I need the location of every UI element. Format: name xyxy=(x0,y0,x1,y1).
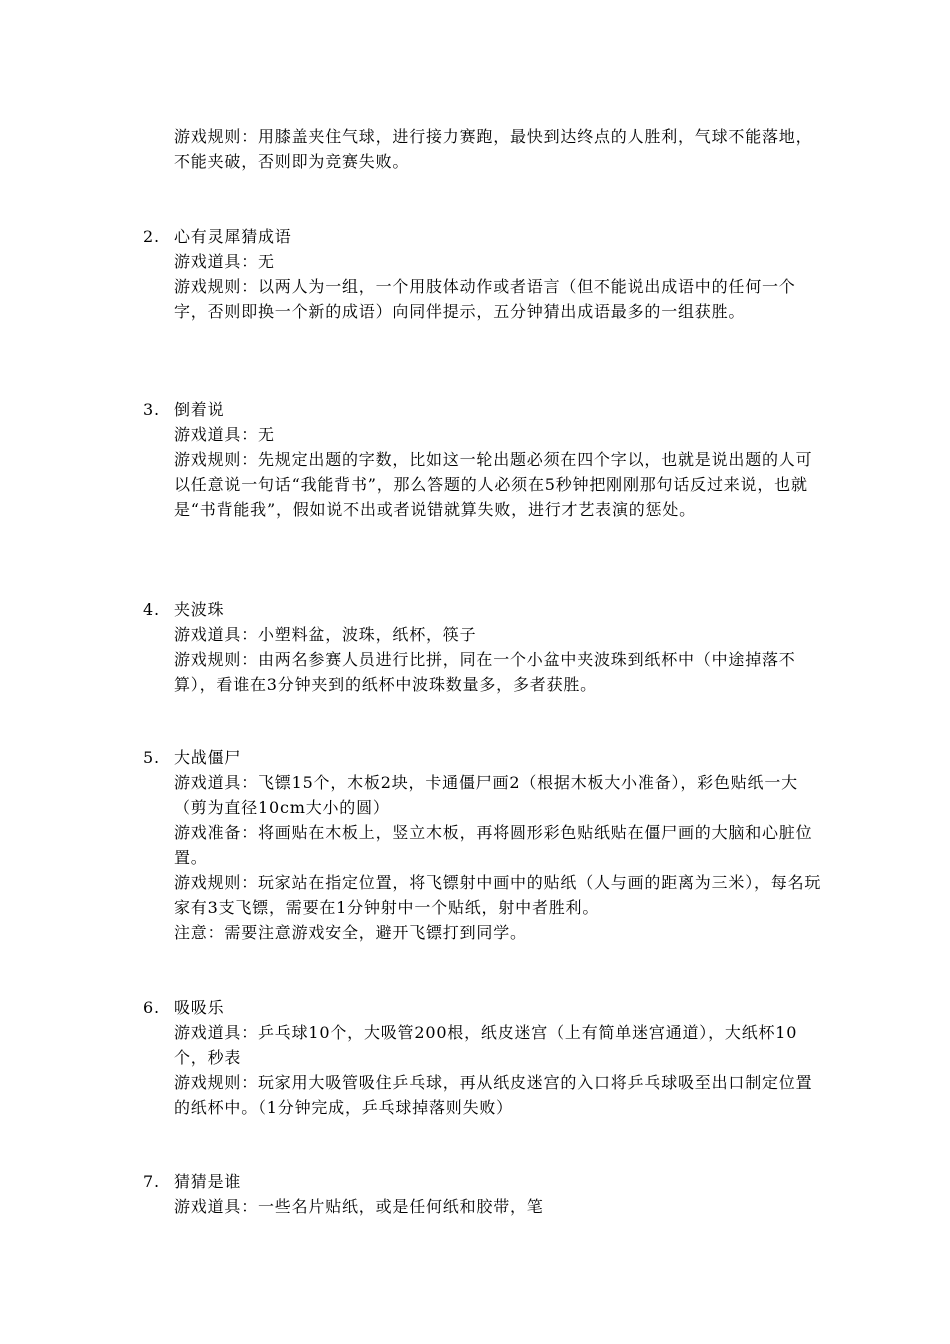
section-line: 游戏道具：一些名片贴纸，或是任何纸和胶带，笔 xyxy=(174,1197,544,1216)
section-number: 3. xyxy=(143,400,160,419)
intro-paragraph: 游戏规则：用膝盖夹住气球，进行接力赛跑，最快到达终点的人胜利，气球不能落地，不能夹破，否则即为竞赛失败。 xyxy=(174,127,813,171)
section-number: 7. xyxy=(143,1172,160,1191)
section-line: 游戏准备：将画贴在木板上，竖立木板，再将圆形彩色贴纸贴在僵尸画的大脑和心脏位置。 xyxy=(174,823,813,867)
game-section-2 xyxy=(143,224,833,324)
section-line: 游戏道具：小塑料盆，波珠，纸杯，筷子 xyxy=(174,625,477,644)
section-line: 游戏道具：无 xyxy=(174,425,275,444)
game-section-3 xyxy=(143,397,833,522)
section-line: 游戏道具：乒乓球10个，大吸管200根，纸皮迷宫（上有简单迷宫通道），大纸杯10个，秒表 xyxy=(174,1023,798,1067)
section-line: 游戏规则：玩家用大吸管吸住乒乓球，再从纸皮迷宫的入口将乒乓球吸至出口制定位置的纸杯中。（1分钟完成，乒乓球掉落则失败） xyxy=(174,1073,813,1117)
game-section-6 xyxy=(143,995,833,1120)
section-line: 游戏道具：无 xyxy=(174,252,275,271)
section-line: 游戏规则：先规定出题的字数，比如这一轮出题必须在四个字以，也就是说出题的人可以任意说一句话“我能背书”，那么答题的人必须在5秒钟把刚刚那句话反过来说，也就是“书背能我”，假如说不出或者说错就算失败，进行才艺表演的惩处。 xyxy=(174,450,813,519)
game-section-5 xyxy=(143,745,833,945)
section-line: 游戏道具：飞镖15个，木板2块，卡通僵尸画2（根据木板大小准备），彩色贴纸一大（剪为直径10cm大小的圆） xyxy=(174,773,798,817)
section-line: 游戏规则：以两人为一组，一个用肢体动作或者语言（但不能说出成语中的任何一个字，否则即换一个新的成语）向同伴提示，五分钟猜出成语最多的一组获胜。 xyxy=(174,277,796,321)
section-number: 5. xyxy=(143,748,160,767)
section-title: 夹波珠 xyxy=(174,600,225,619)
section-title: 猜猜是谁 xyxy=(174,1172,242,1191)
section-number: 4. xyxy=(143,600,160,619)
game-section-4 xyxy=(143,597,833,697)
section-number: 6. xyxy=(143,998,160,1017)
section-line: 游戏规则：由两名参赛人员进行比拼，同在一个小盆中夹波珠到纸杯中（中途掉落不算），看谁在3分钟夹到的纸杯中波珠数量多，多者获胜。 xyxy=(174,650,796,694)
section-line: 游戏规则：玩家站在指定位置，将飞镖射中画中的贴纸（人与画的距离为三米），每名玩家有3支飞镖，需要在1分钟射中一个贴纸，射中者胜利。 xyxy=(174,873,822,917)
section-title: 大战僵尸 xyxy=(174,748,242,767)
game-section-7 xyxy=(143,1169,833,1219)
section-title: 心有灵犀猜成语 xyxy=(174,227,292,246)
section-line: 注意：需要注意游戏安全，避开飞镖打到同学。 xyxy=(174,923,527,942)
section-title: 吸吸乐 xyxy=(174,998,225,1017)
section-number: 2. xyxy=(143,227,160,246)
section-title: 倒着说 xyxy=(174,400,225,419)
